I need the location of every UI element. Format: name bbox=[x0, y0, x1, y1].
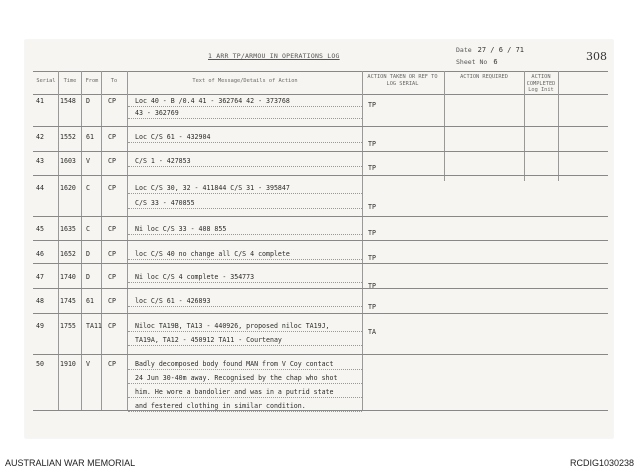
entry-to: CP bbox=[108, 225, 116, 233]
entry-to: CP bbox=[108, 133, 116, 141]
entry-action-initials: TP bbox=[368, 101, 376, 109]
entry-separator bbox=[33, 240, 608, 241]
entry-from: TA11 bbox=[86, 322, 102, 330]
table-top-line bbox=[33, 71, 608, 72]
entry-detail-line: Badly decomposed body found MAN from V Coy contact bbox=[135, 360, 334, 368]
entry-action-initials: TP bbox=[368, 203, 376, 211]
entry-detail-line: Ni loc C/S 33 - 408 855 bbox=[135, 225, 227, 233]
entry-separator bbox=[33, 216, 608, 217]
entry-detail-line: Loc C/S 61 - 432904 bbox=[135, 133, 211, 141]
entry-detail-line: TA19A, TA12 - 450912 TA11 - Courtenay bbox=[135, 336, 282, 344]
date-label: Date bbox=[456, 46, 472, 54]
entry-separator bbox=[33, 354, 608, 355]
entry-action-initials: TP bbox=[368, 254, 376, 262]
ruled-line bbox=[128, 282, 362, 283]
entry-from: V bbox=[86, 157, 90, 165]
entry-to: CP bbox=[108, 273, 116, 281]
ruled-line bbox=[128, 118, 362, 119]
entry-detail-line: C/S 33 - 470855 bbox=[135, 199, 195, 207]
entry-separator bbox=[33, 313, 608, 314]
entry-time: 1603 bbox=[60, 157, 76, 165]
entry-from: D bbox=[86, 97, 90, 105]
ruled-line bbox=[128, 166, 362, 167]
entry-time: 1652 bbox=[60, 250, 76, 258]
entry-detail-line: Loc 40 - B /0.4 41 - 362764 42 - 373768 bbox=[135, 97, 290, 105]
entry-serial: 41 bbox=[36, 97, 44, 105]
entry-serial: 45 bbox=[36, 225, 44, 233]
entry-to: CP bbox=[108, 360, 116, 368]
date-field bbox=[456, 46, 524, 54]
entry-from: 61 bbox=[86, 133, 94, 141]
ruled-line bbox=[128, 142, 362, 143]
col-log: ACTION TAKEN OR REF TO LOG SERIAL bbox=[367, 74, 438, 87]
entry-serial: 43 bbox=[36, 157, 44, 165]
entry-time: 1740 bbox=[60, 273, 76, 281]
entry-detail-line: loc C/S 40 no change all C/S 4 complete bbox=[135, 250, 290, 258]
entry-serial: 46 bbox=[36, 250, 44, 258]
entry-from: 61 bbox=[86, 297, 94, 305]
entry-from: C bbox=[86, 225, 90, 233]
entry-detail-line: Loc C/S 30, 32 - 411844 C/S 31 - 395847 bbox=[135, 184, 290, 192]
grid-line bbox=[101, 71, 102, 411]
entry-time: 1548 bbox=[60, 97, 76, 105]
handwritten-sheet-number: 308 bbox=[586, 50, 607, 63]
entry-from: D bbox=[86, 250, 90, 258]
entry-action-initials: TA bbox=[368, 328, 376, 336]
entry-action-initials: TP bbox=[368, 303, 376, 311]
entry-detail-line: him. He wore a bandolier and was in a putrid state bbox=[135, 388, 334, 396]
entry-action-initials: TP bbox=[368, 282, 376, 290]
grid-line bbox=[362, 71, 363, 411]
entry-action-initials: TP bbox=[368, 229, 376, 237]
ruled-line bbox=[128, 208, 362, 209]
col-from: From bbox=[85, 78, 99, 84]
footer-identifier: RCDIG1030238 bbox=[569, 458, 634, 468]
document-title: 1 ARR TP/ARMOU IN OPERATIONS LOG bbox=[208, 52, 340, 60]
entry-serial: 50 bbox=[36, 360, 44, 368]
grid-line bbox=[58, 71, 59, 411]
entry-serial: 48 bbox=[36, 297, 44, 305]
ruled-line bbox=[128, 259, 362, 260]
entry-detail-line: 24 Jun 30-40m away. Recognised by the chap who shot bbox=[135, 374, 338, 382]
entry-to: CP bbox=[108, 184, 116, 192]
entry-separator bbox=[33, 126, 608, 127]
entry-to: CP bbox=[108, 322, 116, 330]
entry-serial: 44 bbox=[36, 184, 44, 192]
entry-to: CP bbox=[108, 97, 116, 105]
entry-from: V bbox=[86, 360, 90, 368]
grid-line bbox=[127, 71, 128, 411]
col-completed: ACTION COMPLETED Log Init bbox=[526, 74, 556, 93]
entry-detail-line: Ni loc C/S 4 complete - 354773 bbox=[135, 273, 255, 281]
entry-action-initials: TP bbox=[368, 140, 376, 148]
ruled-line bbox=[128, 345, 362, 346]
ruled-line bbox=[128, 369, 362, 370]
entry-from: C bbox=[86, 184, 90, 192]
ruled-line bbox=[128, 397, 362, 398]
ruled-line bbox=[128, 106, 362, 107]
entry-action-initials: TP bbox=[368, 164, 376, 172]
date-value: 27 / 6 / 71 bbox=[477, 46, 525, 54]
entry-time: 1620 bbox=[60, 184, 76, 192]
entry-detail-line: and festered clothing in similar condition. bbox=[135, 402, 306, 410]
header-bottom-line bbox=[33, 94, 608, 95]
entry-serial: 42 bbox=[36, 133, 44, 141]
sheet-label: Sheet No bbox=[456, 58, 488, 66]
entry-detail-line: 43 - 362769 bbox=[135, 109, 179, 117]
ruled-line bbox=[128, 383, 362, 384]
entry-separator bbox=[33, 288, 608, 289]
ruled-line bbox=[128, 306, 362, 307]
ruled-line bbox=[128, 411, 362, 412]
entry-time: 1635 bbox=[60, 225, 76, 233]
entry-detail-line: C/S 1 - 427853 bbox=[135, 157, 191, 165]
entry-time: 1755 bbox=[60, 322, 76, 330]
ruled-line bbox=[128, 193, 362, 194]
entry-detail-line: Niloc TA19B, TA13 - 440926, proposed niloc TA19J, bbox=[135, 322, 330, 330]
entry-separator bbox=[33, 175, 608, 176]
entry-to: CP bbox=[108, 157, 116, 165]
entry-time: 1910 bbox=[60, 360, 76, 368]
entry-separator bbox=[33, 151, 608, 152]
grid-line bbox=[81, 71, 82, 411]
footer-source: AUSTRALIAN WAR MEMORIAL bbox=[5, 458, 136, 468]
entry-separator bbox=[33, 410, 608, 411]
col-required: ACTION REQUIRED bbox=[460, 74, 508, 80]
entry-to: CP bbox=[108, 297, 116, 305]
col-serial: Serial bbox=[36, 78, 56, 84]
col-time: Time bbox=[63, 78, 77, 84]
ruled-line bbox=[128, 234, 362, 235]
entry-time: 1552 bbox=[60, 133, 76, 141]
entry-serial: 47 bbox=[36, 273, 44, 281]
entry-time: 1745 bbox=[60, 297, 76, 305]
entry-separator bbox=[33, 263, 608, 264]
entry-serial: 49 bbox=[36, 322, 44, 330]
sheet-field bbox=[456, 58, 498, 66]
ruled-line bbox=[128, 331, 362, 332]
entry-to: CP bbox=[108, 250, 116, 258]
sheet-value: 6 bbox=[493, 58, 498, 66]
entry-detail-line: loc C/S 61 - 426893 bbox=[135, 297, 211, 305]
col-detail: Text of Message/Details of Action bbox=[192, 78, 298, 84]
col-to: To bbox=[110, 78, 118, 84]
entry-from: D bbox=[86, 273, 90, 281]
